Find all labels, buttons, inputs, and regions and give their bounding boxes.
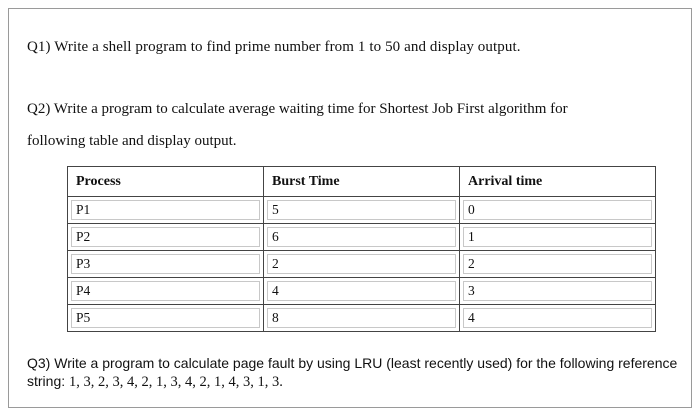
table-header-row — [68, 167, 656, 197]
cell-burst-time: 8 — [264, 305, 460, 332]
table-row — [68, 251, 656, 278]
cell-arrival-time: 3 — [460, 278, 656, 305]
cell-arrival-time: 2 — [460, 251, 656, 278]
cell-process: P2 — [68, 224, 264, 251]
table-row — [68, 224, 656, 251]
cell-process: P1 — [68, 197, 264, 224]
cell-process: P4 — [68, 278, 264, 305]
cell-burst-time: 5 — [264, 197, 460, 224]
table-row — [68, 197, 656, 224]
question-2-line-1: Q2) Write a program to calculate average waiting time for Shortest Job First algorithm for — [27, 101, 568, 117]
cell-burst-time: 6 — [264, 224, 460, 251]
cell-arrival-time: 1 — [460, 224, 656, 251]
cell-burst-time: 2 — [264, 251, 460, 278]
header-process: Process — [68, 167, 264, 197]
cell-process: P3 — [68, 251, 264, 278]
table-row — [68, 305, 656, 332]
process-table — [67, 166, 656, 332]
question-3-lead: Q3) Write a program to calculate page fault by using LRU (least recently used) for the following reference string: — [27, 355, 678, 389]
header-burst-time: Burst Time — [264, 167, 460, 197]
cell-arrival-time: 0 — [460, 197, 656, 224]
cell-arrival-time: 4 — [460, 305, 656, 332]
reference-string: 1, 3, 2, 3, 4, 2, 1, 3, 4, 2, 1, 4, 3, 1, 3. — [69, 374, 283, 390]
cell-process: P5 — [68, 305, 264, 332]
table-row — [68, 278, 656, 305]
cell-burst-time: 4 — [264, 278, 460, 305]
question-2-line-2: following table and display output. — [27, 133, 237, 149]
header-arrival-time: Arrival time — [460, 167, 656, 197]
question-1: Q1) Write a shell program to find prime number from 1 to 50 and display output. — [27, 39, 521, 55]
document-page — [8, 8, 692, 408]
question-3 — [27, 354, 687, 391]
question-2 — [27, 93, 667, 157]
